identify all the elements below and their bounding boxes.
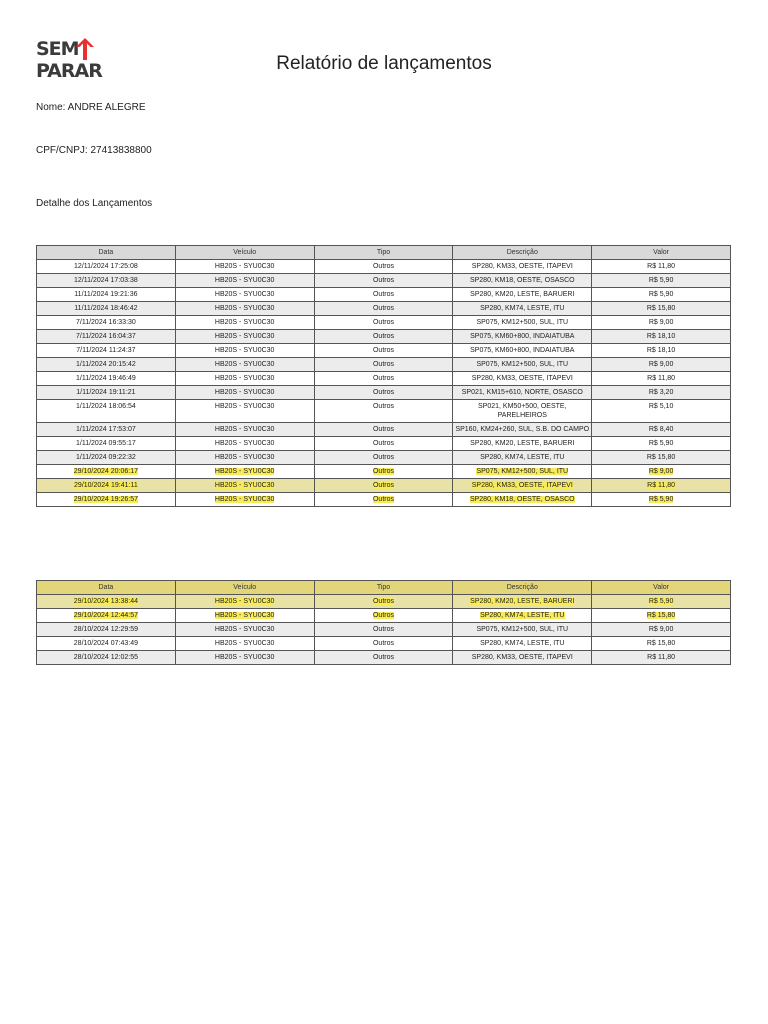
cell-valor-text: R$ 15,80 (646, 454, 676, 461)
cell-valor-text: R$ 18,10 (646, 333, 676, 340)
table-row (37, 465, 731, 479)
cell-descricao (453, 302, 592, 316)
transactions-table-body (37, 260, 731, 507)
cell-tipo (314, 330, 453, 344)
cell-valor-text: R$ 11,80 (647, 263, 676, 270)
table-row (37, 302, 731, 316)
cell-veiculo (175, 302, 314, 316)
cell-valor-text: R$ 15,80 (646, 612, 676, 619)
cell-veiculo-text: HB20S - SYU0C30 (214, 361, 275, 368)
table-row (37, 423, 731, 437)
cell-veiculo (175, 386, 314, 400)
cell-veiculo (175, 479, 314, 493)
cell-valor-text: R$ 15,80 (646, 305, 676, 312)
column-header-descricao: Descrição (453, 246, 592, 260)
cell-data-text: 28/10/2024 07:43:49 (73, 640, 139, 647)
cell-valor-text: R$ 11,80 (647, 375, 676, 382)
cell-veiculo (175, 344, 314, 358)
column-header-descricao: Descrição (453, 581, 592, 595)
cell-valor-text: R$ 5,90 (648, 496, 674, 503)
cell-data-text: 1/11/2024 17:53:07 (75, 426, 136, 433)
cell-data (37, 609, 176, 623)
cell-veiculo (175, 330, 314, 344)
cell-veiculo-text: HB20S - SYU0C30 (214, 482, 275, 489)
cell-veiculo-text: HB20S - SYU0C30 (214, 468, 275, 475)
cell-data-text: 7/11/2024 16:33:30 (75, 319, 136, 326)
cell-tipo (314, 260, 453, 274)
cell-veiculo-text: HB20S - SYU0C30 (214, 598, 275, 605)
cell-valor-text: R$ 5,90 (648, 598, 674, 605)
cell-descricao (453, 386, 592, 400)
cell-tipo (314, 344, 453, 358)
cell-tipo-text: Outros (372, 468, 394, 475)
cell-data (37, 386, 176, 400)
cell-valor-text: R$ 15,80 (646, 640, 676, 647)
cell-valor-text: R$ 18,10 (646, 347, 676, 354)
cell-tipo-text: Outros (372, 319, 394, 326)
cell-data-text: 1/11/2024 20:15:42 (75, 361, 136, 368)
cell-data-text: 7/11/2024 16:04:37 (75, 333, 136, 340)
cell-valor (592, 386, 731, 400)
cell-descricao (453, 609, 592, 623)
table-row (37, 316, 731, 330)
cell-tipo-text: Outros (372, 598, 394, 605)
cell-tipo (314, 609, 453, 623)
cell-descricao (453, 651, 592, 665)
cell-veiculo-text: HB20S - SYU0C30 (214, 291, 275, 298)
cell-tipo-text: Outros (372, 612, 394, 619)
cell-tipo-text: Outros (372, 482, 394, 489)
cell-data-text: 29/10/2024 12:44:57 (73, 612, 139, 619)
cell-veiculo-text: HB20S - SYU0C30 (214, 319, 275, 326)
cell-veiculo (175, 274, 314, 288)
cell-tipo (314, 437, 453, 451)
cell-valor (592, 274, 731, 288)
cell-valor (592, 479, 731, 493)
cell-descricao-text: SP280, KM18, OESTE, OSASCO (469, 496, 575, 503)
cell-tipo-text: Outros (372, 426, 394, 433)
cell-tipo-text: Outros (372, 375, 394, 382)
table-row (37, 344, 731, 358)
cell-data (37, 344, 176, 358)
cell-data-text: 1/11/2024 19:46:49 (75, 375, 136, 382)
cell-veiculo (175, 437, 314, 451)
column-header-data: Data (37, 581, 176, 595)
cell-veiculo-text: HB20S - SYU0C30 (214, 626, 275, 633)
transactions-table-body-continued (37, 595, 731, 665)
cell-valor-text: R$ 3,20 (648, 389, 674, 396)
cell-descricao-text: SP075, KM12+500, SUL, ITU (476, 361, 569, 368)
table-row (37, 623, 731, 637)
cell-data (37, 465, 176, 479)
cell-descricao (453, 637, 592, 651)
cell-valor (592, 288, 731, 302)
cell-valor (592, 330, 731, 344)
cell-descricao-text: SP280, KM33, OESTE, ITAPEVI (471, 482, 573, 489)
column-header-valor: Valor (592, 246, 731, 260)
cell-descricao-text: SP280, KM18, OESTE, OSASCO (469, 277, 575, 284)
cell-data (37, 358, 176, 372)
cell-veiculo-text: HB20S - SYU0C30 (214, 426, 275, 433)
cell-data (37, 423, 176, 437)
cell-valor-text: R$ 5,10 (648, 403, 674, 410)
cell-valor-text: R$ 8,40 (648, 426, 674, 433)
cell-veiculo (175, 260, 314, 274)
cell-tipo (314, 288, 453, 302)
cell-valor-text: R$ 9,00 (648, 626, 674, 633)
cell-veiculo (175, 637, 314, 651)
cell-tipo (314, 451, 453, 465)
cell-veiculo (175, 451, 314, 465)
table-row (37, 609, 731, 623)
cell-tipo (314, 651, 453, 665)
cell-valor-text: R$ 9,00 (648, 319, 674, 326)
cell-veiculo-text: HB20S - SYU0C30 (214, 347, 275, 354)
cell-tipo (314, 479, 453, 493)
cell-descricao-text: SP160, KM24+260, SUL, S.B. DO CAMPO (455, 426, 590, 433)
cell-tipo-text: Outros (372, 389, 394, 396)
table-row (37, 260, 731, 274)
cell-tipo-text: Outros (372, 347, 394, 354)
cell-valor (592, 637, 731, 651)
cell-tipo (314, 623, 453, 637)
table-row (37, 595, 731, 609)
cell-veiculo (175, 651, 314, 665)
cell-data (37, 595, 176, 609)
cell-valor (592, 651, 731, 665)
cell-valor (592, 451, 731, 465)
cell-veiculo (175, 316, 314, 330)
table-row (37, 437, 731, 451)
cell-descricao-text: SP280, KM74, LESTE, ITU (480, 454, 565, 461)
cell-veiculo-text: HB20S - SYU0C30 (214, 263, 275, 270)
cell-tipo (314, 637, 453, 651)
cell-tipo (314, 302, 453, 316)
cell-tipo-text: Outros (372, 291, 394, 298)
cell-tipo-text: Outros (372, 654, 394, 661)
cell-descricao (453, 465, 592, 479)
cell-data (37, 316, 176, 330)
cell-data-text: 7/11/2024 11:24:37 (76, 347, 136, 354)
table-row (37, 651, 731, 665)
cell-data-text: 12/11/2024 17:25:08 (74, 263, 138, 270)
cell-tipo-text: Outros (372, 305, 394, 312)
cell-data (37, 288, 176, 302)
table-row (37, 358, 731, 372)
transactions-table (36, 245, 731, 507)
cell-valor (592, 595, 731, 609)
cell-valor (592, 344, 731, 358)
cell-veiculo (175, 288, 314, 302)
table-row (37, 274, 731, 288)
cell-veiculo-text: HB20S - SYU0C30 (214, 654, 275, 661)
cell-valor-text: R$ 9,00 (648, 468, 674, 475)
cell-data-text: 1/11/2024 09:22:32 (75, 454, 136, 461)
cell-veiculo (175, 609, 314, 623)
cell-tipo-text: Outros (372, 403, 394, 410)
cell-tipo (314, 372, 453, 386)
cell-valor (592, 316, 731, 330)
cell-descricao (453, 358, 592, 372)
cell-descricao-text: SP075, KM12+500, SUL, ITU (476, 319, 569, 326)
cell-data-text: 29/10/2024 20:06:17 (73, 468, 139, 475)
cell-tipo (314, 358, 453, 372)
cell-valor-text: R$ 11,80 (647, 482, 676, 489)
cell-tipo (314, 465, 453, 479)
cell-tipo (314, 274, 453, 288)
cell-descricao (453, 330, 592, 344)
column-header-data: Data (37, 246, 176, 260)
cell-descricao-text: SP075, KM60+800, INDAIATUBA (470, 333, 575, 340)
cell-data (37, 302, 176, 316)
cell-valor-text: R$ 11,80 (647, 654, 676, 661)
logo-word-sem: SEM (36, 38, 79, 60)
cell-descricao (453, 595, 592, 609)
cell-descricao-text: SP075, KM12+500, SUL, ITU (476, 626, 569, 633)
cell-veiculo (175, 595, 314, 609)
cell-descricao-text: SP280, KM20, LESTE, BARUERI (470, 291, 575, 298)
cell-tipo-text: Outros (372, 263, 394, 270)
column-header-valor: Valor (592, 581, 731, 595)
cell-valor-text: R$ 5,90 (648, 291, 674, 298)
cell-tipo-text: Outros (372, 361, 394, 368)
cell-tipo (314, 400, 453, 423)
cell-veiculo-text: HB20S - SYU0C30 (214, 305, 275, 312)
cell-tipo-text: Outros (372, 496, 394, 503)
cell-valor (592, 423, 731, 437)
client-document: CPF/CNPJ: 27413838800 (36, 145, 152, 156)
cell-data (37, 372, 176, 386)
table-row (37, 637, 731, 651)
cell-data (37, 260, 176, 274)
cell-descricao-text: SP280, KM20, LESTE, BARUERI (470, 440, 575, 447)
table-row (37, 288, 731, 302)
cell-descricao-text: SP280, KM20, LESTE, BARUERI (470, 598, 575, 605)
cell-descricao-text: SP280, KM74, LESTE, ITU (480, 305, 565, 312)
cell-data-text: 29/10/2024 13:38:44 (73, 598, 139, 605)
cell-tipo (314, 493, 453, 507)
cell-valor (592, 400, 731, 423)
cell-descricao (453, 623, 592, 637)
cell-veiculo-text: HB20S - SYU0C30 (214, 333, 275, 340)
cell-data (37, 479, 176, 493)
cell-valor-text: R$ 9,00 (648, 361, 674, 368)
cell-descricao (453, 451, 592, 465)
cell-descricao-text: SP021, KM15+610, NORTE, OSASCO (461, 389, 583, 396)
cell-descricao (453, 400, 592, 423)
cell-tipo-text: Outros (372, 626, 394, 633)
cell-descricao (453, 493, 592, 507)
cell-data-text: 1/11/2024 18:06:54 (75, 403, 136, 410)
cell-veiculo (175, 358, 314, 372)
cell-data (37, 400, 176, 423)
table-row (37, 386, 731, 400)
cell-veiculo-text: HB20S - SYU0C30 (214, 403, 275, 410)
cell-tipo (314, 595, 453, 609)
cell-valor (592, 372, 731, 386)
cell-valor (592, 465, 731, 479)
column-header-veiculo: Veículo (175, 581, 314, 595)
table-row (37, 330, 731, 344)
cell-tipo-text: Outros (372, 640, 394, 647)
section-label: Detalhe dos Lançamentos (36, 198, 153, 209)
column-header-tipo: Tipo (314, 246, 453, 260)
cell-tipo (314, 316, 453, 330)
cell-valor-text: R$ 5,90 (648, 440, 674, 447)
cell-descricao-text: SP280, KM33, OESTE, ITAPEVI (471, 263, 573, 270)
cell-veiculo-text: HB20S - SYU0C30 (214, 612, 275, 619)
cell-valor (592, 623, 731, 637)
cell-veiculo-text: HB20S - SYU0C30 (214, 496, 275, 503)
cell-data-text: 29/10/2024 19:26:57 (73, 496, 139, 503)
cell-veiculo (175, 423, 314, 437)
cell-tipo-text: Outros (372, 333, 394, 340)
cell-data (37, 651, 176, 665)
cell-veiculo (175, 465, 314, 479)
cell-data-text: 11/11/2024 19:21:36 (74, 291, 138, 298)
cell-descricao (453, 260, 592, 274)
column-header-tipo: Tipo (314, 581, 453, 595)
cell-veiculo-text: HB20S - SYU0C30 (214, 640, 275, 647)
table-header-row (37, 246, 731, 260)
table-row (37, 493, 731, 507)
cell-data-text: 1/11/2024 19:11:21 (76, 389, 136, 396)
table-row (37, 372, 731, 386)
cell-descricao-text: SP280, KM74, LESTE, ITU (480, 640, 565, 647)
cell-valor (592, 260, 731, 274)
cell-descricao-text: SP021, KM50+500, OESTE, PARELHEIROS (478, 403, 567, 419)
cell-descricao (453, 479, 592, 493)
cell-data (37, 637, 176, 651)
cell-veiculo-text: HB20S - SYU0C30 (214, 440, 275, 447)
cell-valor (592, 358, 731, 372)
cell-tipo (314, 386, 453, 400)
cell-valor (592, 609, 731, 623)
cell-descricao-text: SP075, KM12+500, SUL, ITU (476, 468, 569, 475)
cell-veiculo-text: HB20S - SYU0C30 (214, 454, 275, 461)
client-name: Nome: ANDRE ALEGRE (36, 102, 146, 113)
cell-veiculo-text: HB20S - SYU0C30 (214, 277, 275, 284)
cell-descricao-text: SP280, KM33, OESTE, ITAPEVI (471, 375, 573, 382)
transactions-table-continued (36, 580, 731, 665)
cell-valor-text: R$ 5,90 (648, 277, 674, 284)
cell-data (37, 451, 176, 465)
cell-veiculo (175, 400, 314, 423)
logo-word-parar: PARAR (36, 60, 102, 82)
table-row (37, 400, 731, 423)
cell-descricao (453, 288, 592, 302)
cell-tipo-text: Outros (372, 454, 394, 461)
cell-valor (592, 493, 731, 507)
cell-data (37, 493, 176, 507)
cell-descricao (453, 344, 592, 358)
cell-data-text: 28/10/2024 12:02:55 (73, 654, 139, 661)
cell-descricao-text: SP075, KM60+800, INDAIATUBA (470, 347, 575, 354)
cell-descricao (453, 274, 592, 288)
cell-data (37, 437, 176, 451)
cell-tipo-text: Outros (372, 440, 394, 447)
cell-data (37, 330, 176, 344)
cell-veiculo (175, 493, 314, 507)
cell-data-text: 11/11/2024 18:46:42 (74, 305, 138, 312)
cell-data (37, 274, 176, 288)
cell-data-text: 28/10/2024 12:29:59 (73, 626, 139, 633)
cell-veiculo-text: HB20S - SYU0C30 (214, 375, 275, 382)
cell-valor (592, 302, 731, 316)
cell-data (37, 623, 176, 637)
cell-valor (592, 437, 731, 451)
cell-descricao-text: SP280, KM74, LESTE, ITU (480, 612, 565, 619)
cell-descricao (453, 372, 592, 386)
cell-tipo (314, 423, 453, 437)
table-row (37, 479, 731, 493)
cell-veiculo-text: HB20S - SYU0C30 (214, 389, 275, 396)
cell-data-text: 1/11/2024 09:55:17 (75, 440, 136, 447)
table-row (37, 451, 731, 465)
cell-data-text: 29/10/2024 19:41:11 (74, 482, 138, 489)
table-header-row (37, 581, 731, 595)
cell-veiculo (175, 623, 314, 637)
column-header-veiculo: Veículo (175, 246, 314, 260)
cell-descricao-text: SP280, KM33, OESTE, ITAPEVI (471, 654, 573, 661)
cell-descricao (453, 423, 592, 437)
cell-descricao (453, 437, 592, 451)
cell-tipo-text: Outros (372, 277, 394, 284)
cell-veiculo (175, 372, 314, 386)
cell-data-text: 12/11/2024 17:03:38 (74, 277, 138, 284)
cell-descricao (453, 316, 592, 330)
page-title: Relatório de lançamentos (276, 53, 492, 74)
